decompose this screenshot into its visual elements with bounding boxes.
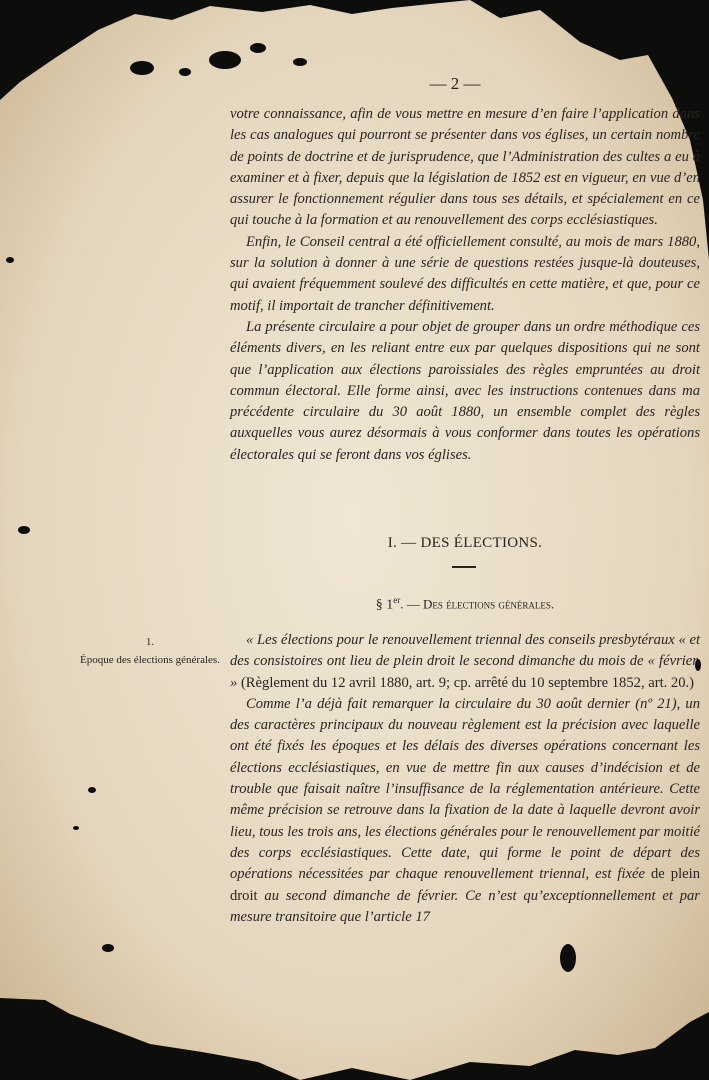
section-rule bbox=[452, 566, 476, 568]
article-text-emphasis: de plein droit bbox=[230, 866, 700, 904]
subsection-title: . — Des élections générales. bbox=[400, 596, 555, 612]
intro-paragraph-2: Enfin, le Conseil central a été officiellement consulté, au mois de mars 1880, sur la solution à donner à une série de questions restées jusque-là douteuses, qui avaient fréquemment soulevé des difficultés en cette matière, et que, pour ce motif, il importait de trancher définitivement. bbox=[230, 233, 700, 314]
subsection-superscript: er bbox=[393, 595, 401, 605]
intro-column bbox=[230, 104, 700, 466]
subsection-heading bbox=[230, 595, 700, 614]
subsection-prefix: § 1 bbox=[375, 597, 394, 613]
article-quote-paragraph bbox=[230, 630, 700, 694]
intro-paragraph-1: votre connaissance, afin de vous mettre en mesure d’en faire l’application dans les cas analogues qui pourront se présenter dans vos églises, un certain nombre de points de doctrine et de jurisprudence, que l’Administration des cultes a eu à examiner et à fixer, depuis que la législation de 1852 est en vigueur, en vue d’en assurer le fonctionnement régulier dans tous ses détails, et spécialement en ce qui touche à la formation et au renouvellement des corps ecclésiastiques. bbox=[230, 106, 700, 229]
page-number: — 2 — bbox=[429, 74, 481, 93]
section-heading: I. — DES ÉLECTIONS. bbox=[387, 535, 543, 551]
intro-paragraph-3: La présente circulaire a pour objet de grouper dans un ordre méthodique ces éléments divers, en les reliant entre eux par quelques dispositions qui ne sont que l’application aux élections paroissiales des règles empruntées au droit commun électoral. Elle forme ainsi, avec les instructions contenues dans ma précédente circulaire du 30 août 1880, un ensemble complet des règles auxquelles vous aurez désormais à vous conformer dans toutes les opérations électorales qui se feront dans vos églises. bbox=[230, 318, 700, 463]
article-quote: « Les élections pour le renouvellement triennal des conseils presbytéraux « et des consistoires ont lieu de plein droit le second dimanche du mois de « février. » bbox=[230, 632, 700, 691]
margin-note: Époque des élections générales. bbox=[80, 654, 220, 666]
article-paragraph-2 bbox=[230, 694, 700, 928]
article-text-a: Comme l’a déjà fait remarquer la circulaire du 30 août dernier (nº 21), un des caractères principaux du nouveau règlement est la précision avec laquelle ont été fixés les époques et les délais des diverses opérations concernant les élections ecclésiastiques, en vue de mettre fin aux causes d’indécision et de trouble que faisait naître l’insuffisance de la réglementation antérieure. Cette même précision se retrouve dans la fixation de la date à laquelle devront avoir lieu, tous les trois ans, les élections générales pour le renouvellement par moitié des corps ecclésiastiques. Cette date, qui forme le point de départ des opérations nécessitées par chaque renouvellement triennal, est fixée bbox=[230, 695, 700, 883]
margin-article-number: 1. bbox=[145, 636, 155, 648]
article-column bbox=[230, 630, 700, 928]
article-text-c: au second dimanche de février. Ce n’est qu’exceptionnellement et par mesure transitoire que l’article 17 bbox=[230, 887, 700, 925]
article-citation: (Règlement du 12 avril 1880, art. 9; cp. arrêté du 10 septembre 1852, art. 20.) bbox=[237, 674, 695, 691]
